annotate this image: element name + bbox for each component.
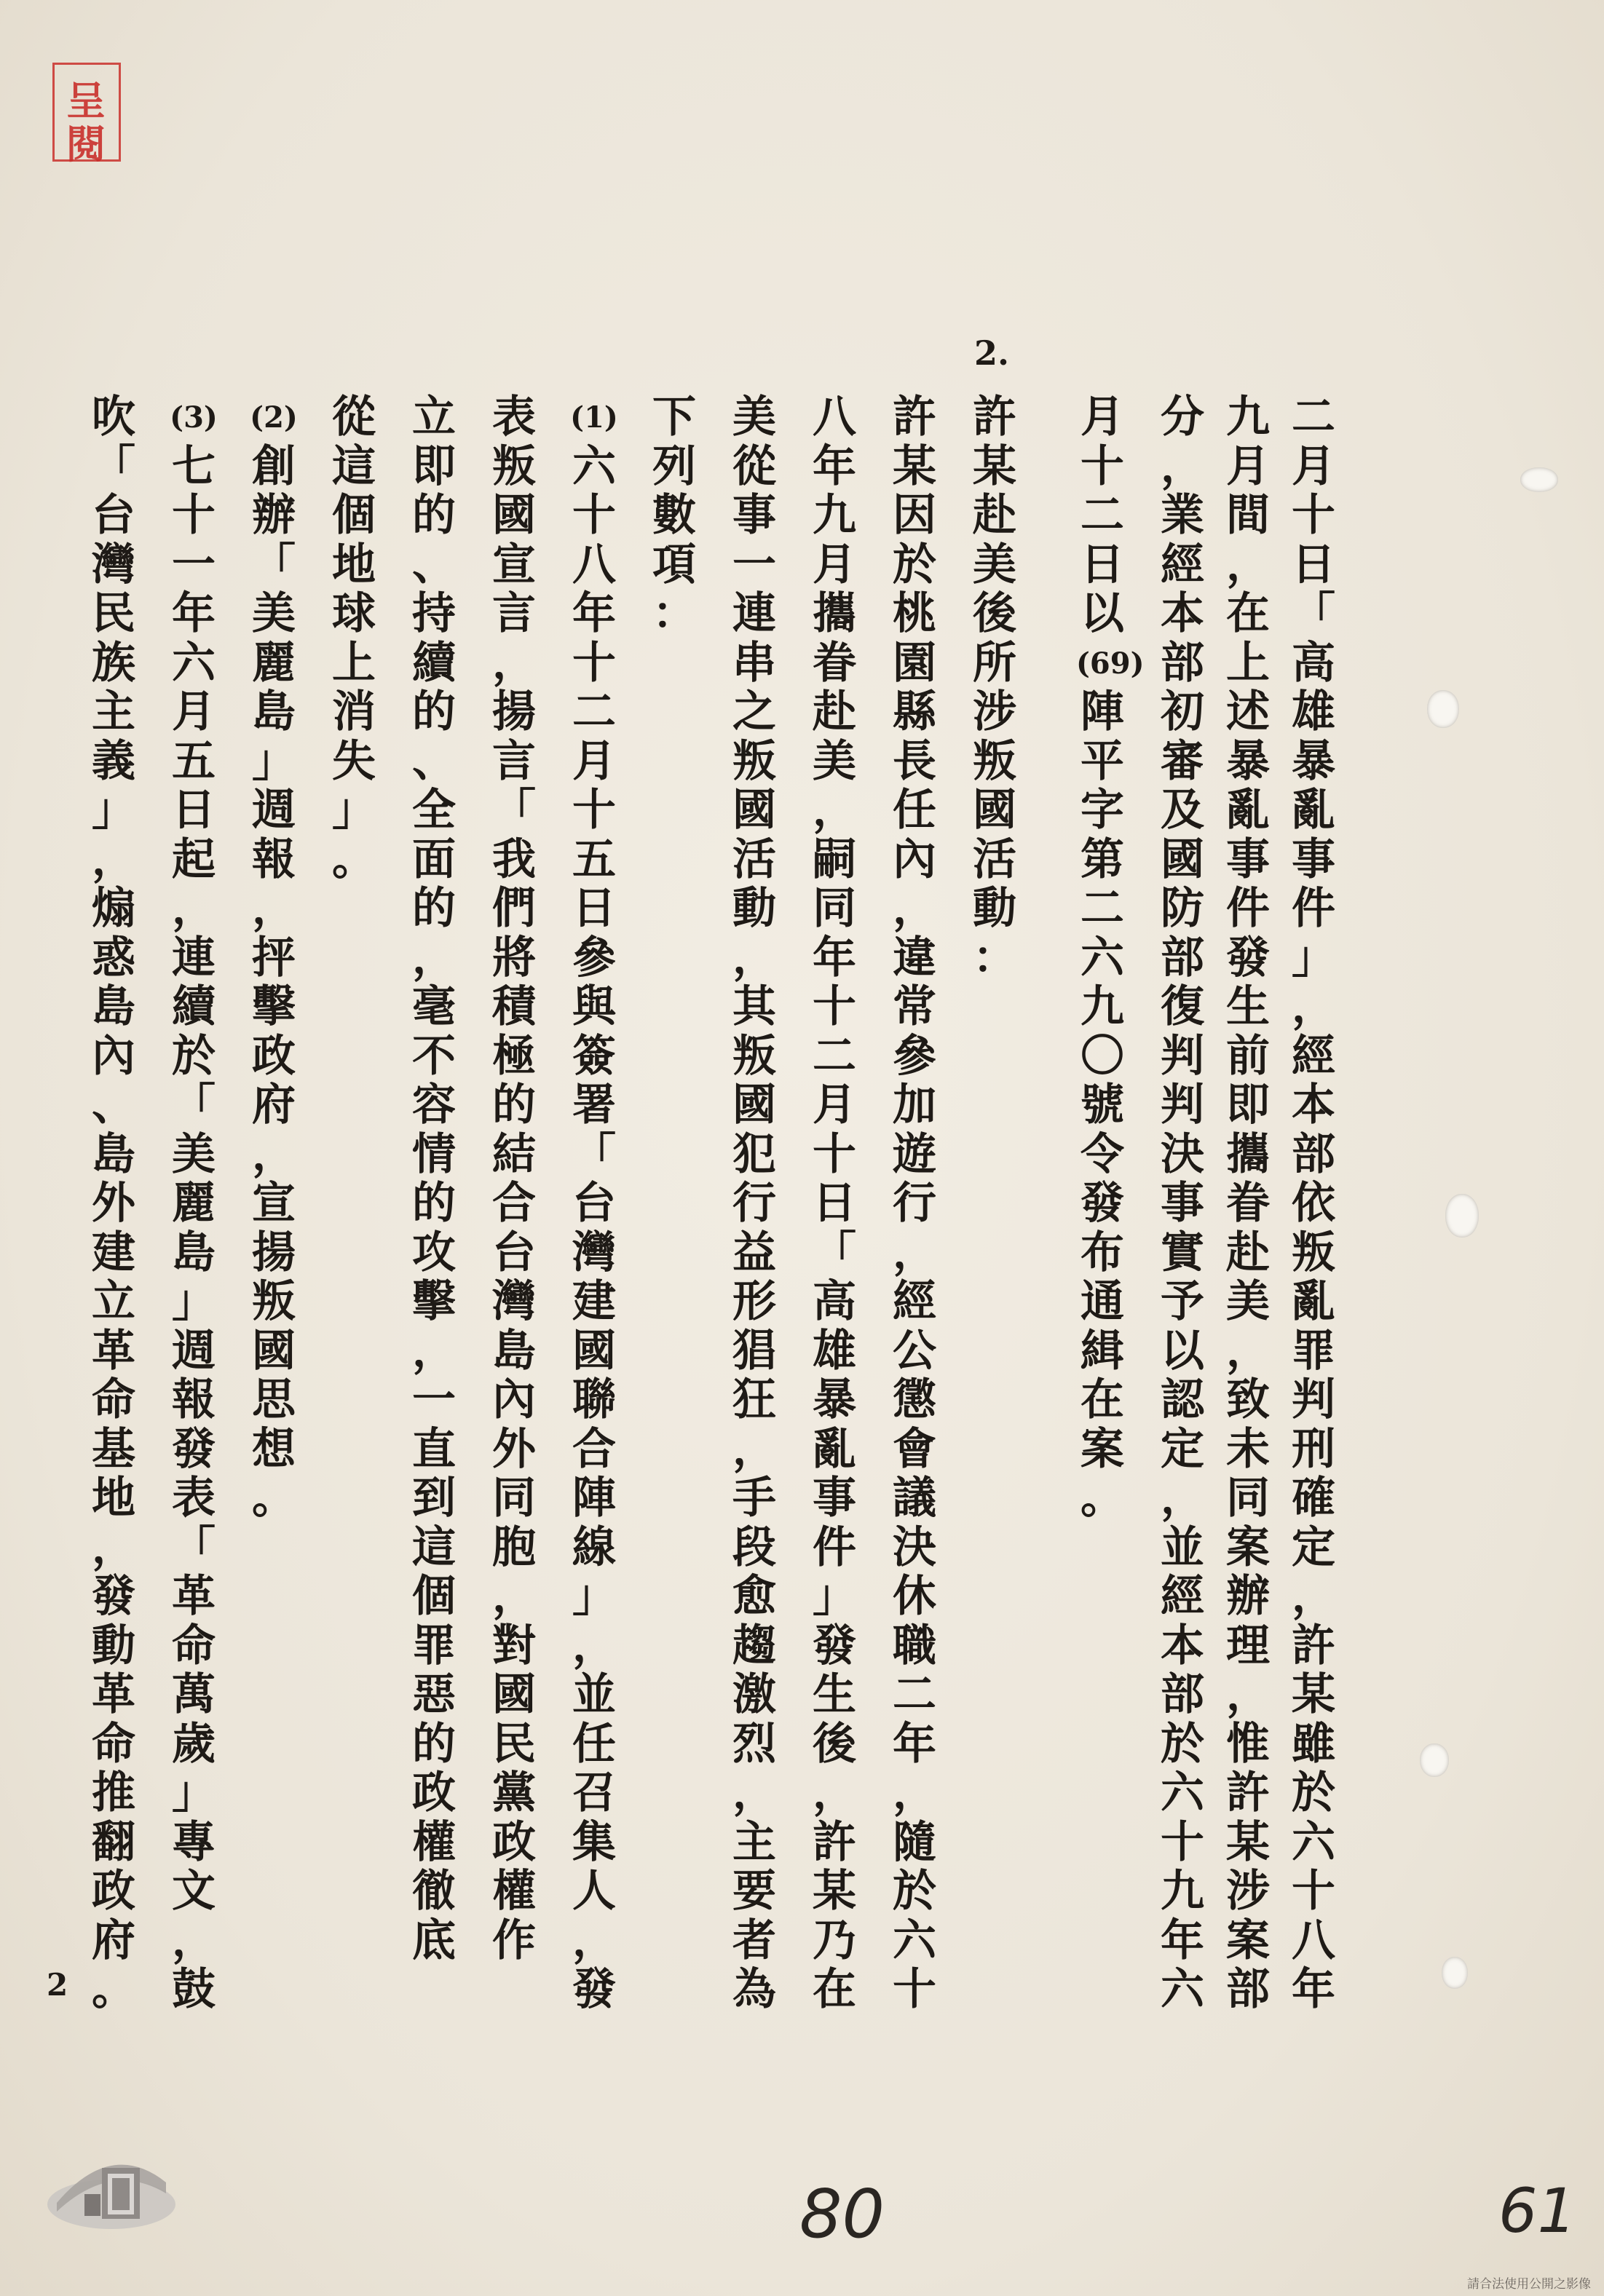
archive-logo-icon [42, 2124, 181, 2233]
text-column-14: (2) 創 辦 「 美 麗 島 」 週 報 ， 抨 擊 政 府 ， 宣 揚 叛 國 思 想 。 [250, 400, 298, 1524]
handwritten-number-61: 61 [1498, 2175, 1576, 2246]
text-column-2: 九 月 間 ， 在 上 述 暴 亂 事 件 發 生 前 即 攜 眷 赴 美 ， 致 未 同 案 辦 理 ， 惟 許 某 涉 案 部 [1226, 392, 1270, 2015]
text-column-13: 從 這 個 地 球 上 消 失 」 。 [332, 392, 376, 885]
binding-hole [1520, 467, 1558, 492]
text-column-4: 月 十 二 日 以 (69) 陣 平 字 第 二 六 九 〇 號 令 發 布 通 緝 在 案 。 [1076, 392, 1145, 1524]
text-column-8: 美 從 事 一 連 串 之 叛 國 活 動 ， 其 叛 國 犯 行 益 形 猖 狂 ， 手 段 愈 趨 激 烈 ， 主 要 者 為 [732, 392, 776, 2015]
text-column-12: 立 即 的 、 持 續 的 、 全 面 的 ， 毫 不 容 情 的 攻 擊 ， 一 直 到 這 個 罪 惡 的 政 權 徹 底 [412, 392, 456, 1966]
stamp-char-2: 閱 [66, 121, 106, 167]
handwritten-number-80: 80 [799, 2175, 885, 2253]
text-column-6: 許 某 因 於 桃 園 縣 長 任 內 ， 違 常 參 加 遊 行 ， 經 公 懲 會 議 決 休 職 二 年 ， 隨 於 六 十 [893, 392, 936, 2015]
usage-credit: 請合法使用公開之影像 [1467, 2277, 1591, 2292]
binding-hole [1445, 1194, 1479, 1238]
text-column-9: 下 列 數 項 ： [652, 392, 696, 639]
binding-hole [1427, 690, 1459, 728]
binding-hole [1442, 1957, 1468, 1989]
text-column-3: 分 ， 業 經 本 部 初 審 及 國 防 部 復 判 判 決 事 實 予 以 認 定 ， 並 經 本 部 於 六 十 九 年 六 [1161, 392, 1204, 2015]
section-number: 2. [974, 333, 1010, 373]
text-column-11: 表 叛 國 宣 言 ， 揚 言 「 我 們 將 積 極 的 結 合 台 灣 島 內 外 同 胞 ， 對 國 民 黨 政 權 作 [492, 392, 536, 1966]
text-column-16: 吹 「 台 灣 民 族 主 義 」 ， 煽 惑 島 內 、 島 外 建 立 革 命 基 地 ， 發 動 革 命 推 翻 政 府 。 [92, 392, 135, 2015]
text-column-10: (1) 六 十 八 年 十 二 月 十 五 日 參 與 簽 署 「 台 灣 建 國 聯 合 陣 線 」 ， 並 任 召 集 人 ， 發 [570, 400, 618, 2015]
text-column-1: 二 月 十 日 「 高 雄 暴 亂 事 件 」 ， 經 本 部 依 叛 亂 罪 判 刑 確 定 ， 許 某 雖 於 六 十 八 年 [1292, 392, 1335, 2015]
stamp-char-1: 呈 [66, 77, 106, 124]
text-column-15: (3) 七 十 一 年 六 月 五 日 起 ， 連 續 於 「 美 麗 島 」 週 報 發 表 「 革 命 萬 歲 」 專 文 ， 鼓 [170, 400, 218, 2015]
binding-hole [1420, 1743, 1449, 1777]
text-column-5: 許 某 赴 美 後 所 涉 叛 國 活 動 ： [973, 392, 1016, 983]
text-column-7: 八 年 九 月 攜 眷 赴 美 ， 嗣 同 年 十 二 月 十 日 「 高 雄 暴 亂 事 件 」 發 生 後 ， 許 某 乃 在 [813, 392, 856, 2015]
red-seal-stamp [44, 57, 153, 166]
page-number: 2 [47, 1967, 68, 2003]
